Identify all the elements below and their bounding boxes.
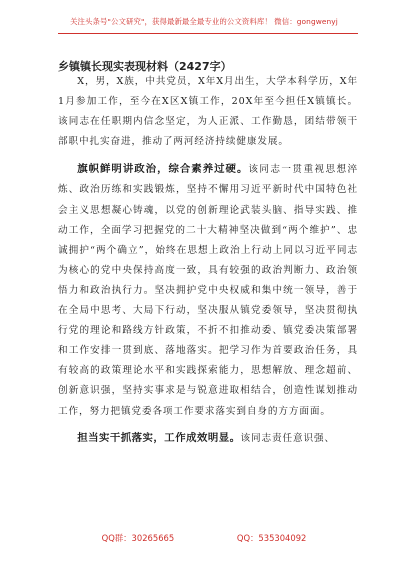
paragraph-heading: 旗帜鲜明讲政治，综合素养过硬。 xyxy=(77,163,249,176)
qq-group-number: QQ群：30265665 xyxy=(101,533,175,543)
footer-contact xyxy=(0,532,408,544)
header-divider xyxy=(58,33,358,34)
paragraph-text: X，男，X族，中共党员，X年X月出生，大学本科学历，X年1月参加工作，至今在X区X镇工作，20X年至今担任X镇镇长。该同志在任职期内信念坚定，为人正派、工作勤恳，团结带领干部职中扎实奋进，推动了两河经济持续健康发展。 xyxy=(58,76,358,148)
paragraph-text: 该同志一贯重视思想淬炼、政治历练和实践锻炼，坚持不懈用习近平新时代中国特色社会主义思想凝心铸魂，以党的创新理论武装头脑、指导实践、推动工作，全面学习把握党的二十大精神坚决做到“两个维护”、忠诚拥护“两个确立”，始终在思想上政治上行动上同以习近平同志为核心的党中央保持高度一致，具有较强的政治判断力、政治领悟力和政治执行力。坚决拥护党中央权威和集中统一领导，善于在全局中思考、大局下行动，坚决服从镇党委领导，坚决贯彻执行党的理论和路线方针政策，不折不扣推动委、镇党委决策部署和工作安排一贯到底、落地落实。把学习作为首要政治任务，具有较高的政策理论水平和实践探索能力，思想解放、理念超前、创新意识强，坚持实事求是与锐意进取相结合，创造性谋划推动工作，努力把镇党委各项工作要求落实到自身的方方面面。 xyxy=(58,164,359,417)
document-body xyxy=(58,72,358,449)
paragraph-text: 该同志责任意识强、 xyxy=(240,432,335,444)
qq-number: QQ：535304092 xyxy=(236,533,307,543)
paragraph-work xyxy=(58,428,358,449)
paragraph-politics xyxy=(58,159,358,421)
paragraph-heading: 担当实干抓落实，工作成效明显。 xyxy=(77,431,241,444)
document-title: 乡镇镇长现实表现材料（2427字） xyxy=(58,60,232,73)
header-banner: 关注头条号"公文研究"，获得最新最全最专业的公文资料库！ 微信：gongwenyj xyxy=(70,17,338,26)
paragraph-intro xyxy=(58,72,358,152)
